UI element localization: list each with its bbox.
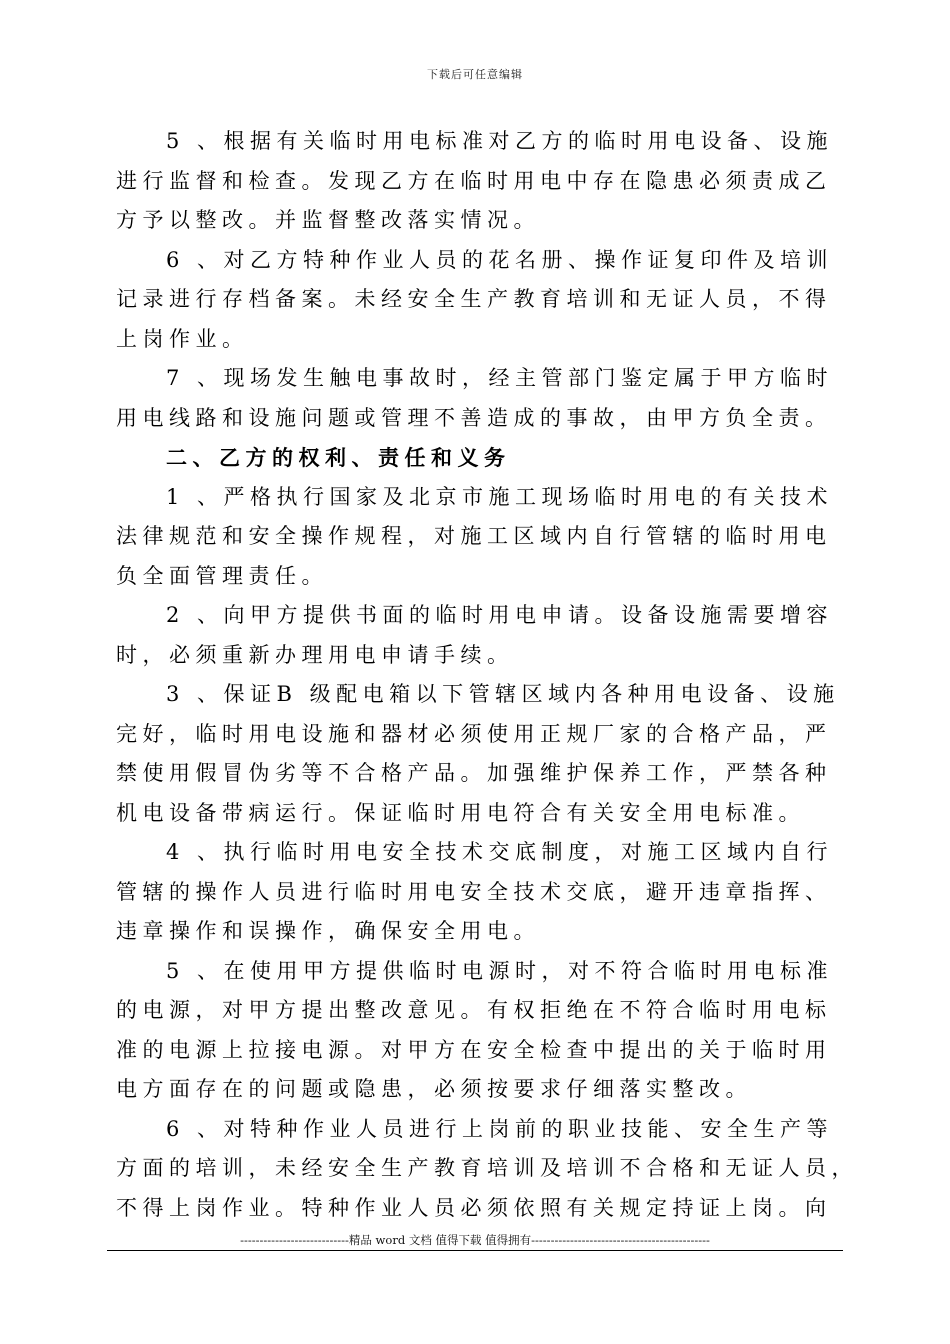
page-footer: ----------------------------精品 word 文档 值得下载 值得拥有---------------------------------------------- (240, 1233, 710, 1247)
text-line: 准的电源上拉接电源。对甲方在安全检查中提出的关于临时用 (116, 1037, 832, 1062)
text-line: 7 、现场发生触电事故时，经主管部门鉴定属于甲方临时 (166, 366, 834, 390)
page-header: 下载后可任意编辑 (427, 68, 523, 81)
text-line: 6 、对乙方特种作业人员的花名册、操作证复印件及培训 (166, 247, 834, 272)
text-line: 时，必须重新办理用电申请手续。 (116, 642, 514, 667)
text-line: 5 、根据有关临时用电标准对乙方的临时用电设备、设施 (166, 129, 834, 153)
section-heading: 二、乙方的权利、责任和义务 (166, 445, 511, 470)
text-line: 完好，临时用电设施和器材必须使用正规厂家的合格产品，严 (116, 721, 832, 746)
text-line: 上岗作业。 (116, 326, 249, 351)
text-line: 方面的培训，未经安全生产教育培训及培训不合格和无证人员， (116, 1156, 858, 1180)
document-body (116, 122, 858, 1228)
text-line: 5 、在使用甲方提供临时电源时，对不符合临时用电标准 (166, 958, 834, 983)
text-line: 方予以整改。并监督整改落实情况。 (116, 208, 540, 232)
text-line: 6 、对特种作业人员进行上岗前的职业技能、安全生产等 (166, 1116, 834, 1141)
text-line: 2 、向甲方提供书面的临时用电申请。设备设施需要增容 (166, 603, 834, 627)
text-line: 负全面管理责任。 (116, 563, 328, 588)
text-line: 记录进行存档备案。未经安全生产教育培训和无证人员，不得 (116, 287, 832, 311)
text-line: 机电设备带病运行。保证临时用电符合有关安全用电标准。 (116, 800, 805, 825)
text-line: 禁使用假冒伪劣等不合格产品。加强维护保养工作，严禁各种 (116, 761, 832, 785)
text-line: 管辖的操作人员进行临时用电安全技术交底，避开违章指挥、 (116, 879, 832, 904)
text-line: 用电线路和设施问题或管理不善造成的事故，由甲方负全责。 (116, 405, 832, 430)
text-line: 进行监督和检查。发现乙方在临时用电中存在隐患必须责成乙 (116, 168, 832, 193)
text-line: 法律规范和安全操作规程，对施工区域内自行管辖的临时用电 (116, 524, 832, 548)
text-line: 电方面存在的问题或隐患，必须按要求仔细落实整改。 (116, 1077, 752, 1101)
text-line: 1 、严格执行国家及北京市施工现场临时用电的有关技术 (166, 484, 834, 509)
text-line: 不得上岗作业。特种作业人员必须依照有关规定持证上岗。向 (116, 1195, 832, 1220)
text-line: 违章操作和误操作，确保安全用电。 (116, 919, 540, 943)
footer-divider (107, 1250, 843, 1251)
text-line: 3 、保证B 级配电箱以下管辖区域内各种用电设备、设施 (166, 682, 840, 706)
text-line: 的电源，对甲方提出整改意见。有权拒绝在不符合临时用电标 (116, 998, 832, 1022)
text-line: 4 、执行临时用电安全技术交底制度，对施工区域内自行 (166, 840, 834, 864)
